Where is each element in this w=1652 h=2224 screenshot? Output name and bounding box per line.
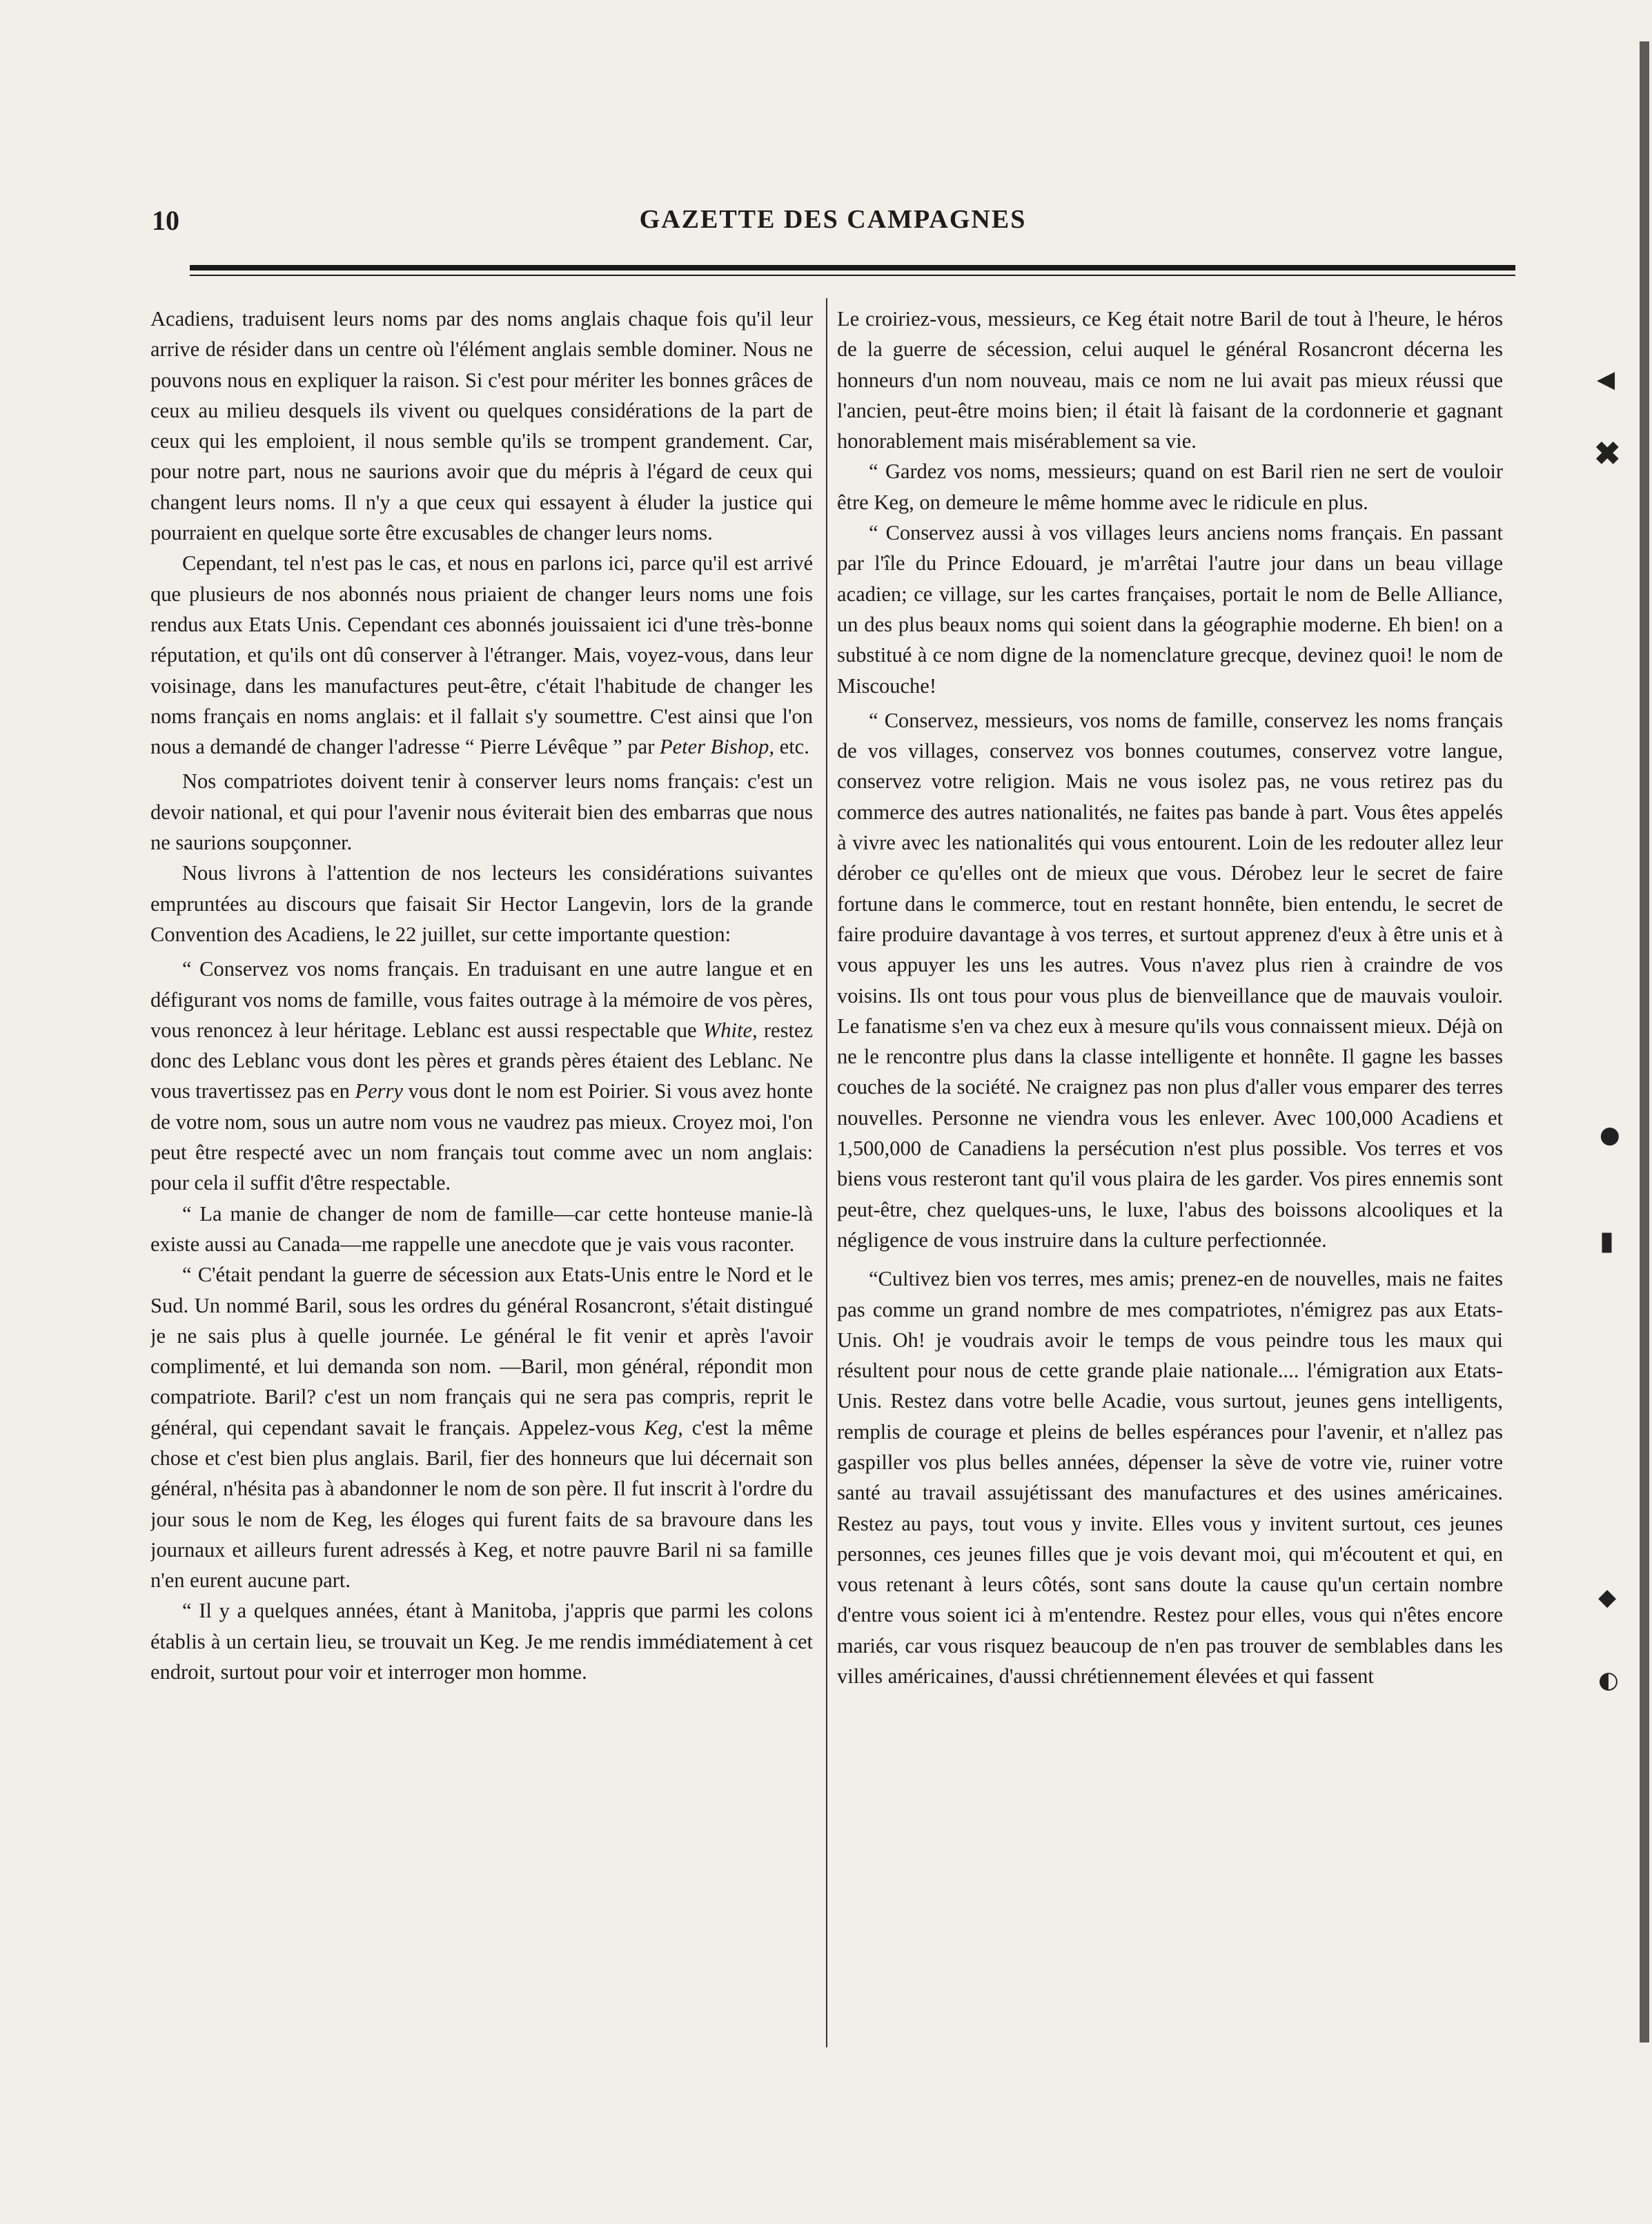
peter-bishop-name: Peter Bishop,	[660, 735, 775, 759]
paragraph: Nos compatriotes doivent tenir à conserver leurs noms français: c'est un devoir national, et qui pour l'avenir nous éviterait bien des embarras que nous ne saurions soupçonner.	[150, 769, 813, 855]
paragraph: Nous livrons à l'attention de nos lecteurs les considérations suivantes empruntées au discours que faisait Sir Hector Langevin, lors de la grande Convention des Acadiens, le 22 juillet, sur cette importante question:	[150, 861, 813, 946]
page-edge-shadow	[1640, 41, 1649, 2043]
paragraph: “ Il y a quelques années, étant à Manitoba, j'appris que parmi les colons établis à un certain lieu, se trouvait un Keg. Je me rendis immédiatement à cet endroit, surtout pour voir et interroger mon homme.	[150, 1599, 813, 1684]
margin-mark: ✖	[1594, 435, 1621, 472]
page-header	[146, 204, 1520, 246]
page-number: 10	[152, 205, 179, 236]
margin-mark: ◐	[1598, 1666, 1619, 1694]
right-column	[837, 304, 1503, 2056]
paragraph: Acadiens, traduisent leurs noms par des noms anglais chaque fois qu'il leur arrive de résider dans un centre où l'élément anglais semble dominer. Nous ne pouvons nous en expliquer la raison. Si c'est pour mériter les bonnes grâces de ceux au milieu desquels ils vivent ou quelques considérations de la part de ceux qui les emploient, il nous semble qu'ils se trompent grandement. Car, pour notre part, nous ne saurions avoir que du mépris à l'égard de ceux qui changent leurs noms. Il n'y a que ceux qui essayent à éluder la justice qui pourraient en quelque sorte être excusables de changer leurs noms.	[150, 307, 813, 545]
paragraph: “ Conservez aussi à vos villages leurs anciens noms français. En passant par l'île du Prince Edouard, je m'arrêtai l'autre jour dans un beau village acadien; ce village, sur les cartes françaises, portait le nom de Belle Alliance, un des plus beaux noms qui soient dans la géographie moderne. Eh bien! on a substitué à ce nom digne de la nomenclature grecque, devinez quoi! le nom de Miscouche!	[837, 521, 1503, 698]
left-column	[150, 304, 813, 2056]
page-title: GAZETTE DES CAMPAGNES	[639, 205, 1027, 234]
white-name: White,	[702, 1018, 758, 1042]
paragraph: “ La manie de changer de nom de famille—car cette honteuse manie-là existe aussi au Canada—me rappelle une anecdote que je vais vous raconter.	[150, 1201, 813, 1256]
header-rule-thin	[190, 275, 1515, 276]
margin-mark: ◆	[1598, 1584, 1617, 1611]
paragraph: “ Conservez vos noms français. En traduisant en une autre langue et en défigurant vos noms de famille, vous faites outrage à la mémoire de vos pères, vous renoncez à leur héritage. Leblanc est aussi respectable que White, restez donc des Leblanc vous dont les pères et grands pères étaient des Leblanc. Ne vous travertissez pas en Perry vous dont le nom est Poirier. Si vous avez honte de votre nom, sous un autre nom vous ne vaudrez pas mieux. Croyez moi, l'on peut être respecté avec un nom français tout comme avec un nom anglais: pour cela il suffit d'être respectable.	[150, 957, 813, 1195]
keg-name: Keg,	[644, 1415, 683, 1439]
paragraph: “ Conservez, messieurs, vos noms de famille, conservez les noms français de vos villages, conservez vos bonnes coutumes, conservez votre langue, conservez votre religion. Mais ne vous isolez pas, ne vous retirez pas du commerce des autres nationalités, ne faites pas bande à part. Vous êtes appelés à vivre avec les nationalités qui vous entourent. Loin de les redouter allez leur dérober ce qu'elles ont de mieux que vous. Dérobez leur le secret de faire fortune dans le commerce, tout en restant honnête, bien entendu, le secret de faire produire davantage à vos terres, et surtout apprenez d'eux à être unis et à vous appuyer les uns les autres. Vous n'avez plus rien à craindre de vos voisins. Ils ont tous pour vous plus de bienveillance que de mauvais vouloir. Le fanatisme s'en va chez eux à mesure qu'ils vous connaissent mieux. Déjà on ne le rencontre plus dans la classe intelligente et honnête. Il gagne les basses couches de la société. Ne craignez pas non plus d'aller vous emparer des terres nouvelles. Personne ne viendra vous les enlever. Avec 100,000 Acadiens et 1,500,000 de Canadiens la persécution n'est plus possible. Vos terres et vos biens vous resteront tant qu'il vous plaira de les garder. Vos pires ennemis sont peut-être, chez quelques-uns, le luxe, l'abus des boissons alcooliques et la négligence de vous instruire dans la culture perfectionnée.	[837, 708, 1503, 1252]
paragraph: “ C'était pendant la guerre de sécession aux Etats-Unis entre le Nord et le Sud. Un nommé Baril, sous les ordres du général Rosancront, s'était distingué je ne sais plus à quelle journée. Le général le fit venir et après l'avoir complimenté, et lui demanda son nom. —Baril, mon général, répondit mon compatriote. Baril? c'est un nom français qui ne sera pas compris, reprit le général, qui cependant savait le français. Appelez-vous Keg, c'est la même chose et c'est bien plus anglais. Baril, fier des honneurs que lui décernait son général, n'hésita pas à abandonner le nom de son père. Il fut inscrit à l'ordre du jour sous le nom de Keg, les éloges qui furent faits de sa bravoure dans les journaux et ailleurs furent adressés à Keg, et notre pauvre Baril ni sa famille n'en eurent aucune part.	[150, 1263, 813, 1593]
paragraph: “Cultivez bien vos terres, mes amis; prenez-en de nouvelles, mais ne faites pas comme un grand nombre de mes compatriotes, n'émigrez pas aux Etats-Unis. Oh! je voudrais avoir le temps de vous peindre tous les maux qui résultent pour nous de cette grande plaie nationale.... l'émigration aux Etats-Unis. Restez dans votre belle Acadie, vous surtout, jeunes gens intelligents, remplis de courage et pleins de belles espérances pour l'avenir, et n'allez pas gaspiller vos plus belles années, dépenser la sève de votre vie, ruiner votre santé au travail assujétissant des manufactures et des usines américaines. Restez au pays, tout vous y invite. Elles vous y invitent surtout, ces jeunes personnes, ces jeunes filles que je vois devant moi, qui m'écoutent et qui, en vous retenant à leurs côtés, sont sans doute la cause qu'un certain nombre d'entre vous soient ici à m'entendre. Restez pour elles, vous qui n'êtes encore mariés, car vous risquez beaucoup de n'en pas trouver de semblables dans les villes américaines, d'aussi chrétiennement élevées et qui fassent	[837, 1267, 1503, 1689]
header-rule-thick	[190, 265, 1515, 270]
column-divider	[826, 298, 827, 2047]
margin-mark: ◀	[1597, 366, 1615, 393]
paragraph: “ Gardez vos noms, messieurs; quand on est Baril rien ne sert de vouloir être Keg, on demeure le même homme avec le ridicule en plus.	[837, 460, 1503, 514]
margin-mark: ●	[1600, 1121, 1620, 1149]
paragraph: Cependant, tel n'est pas le cas, et nous en parlons ici, parce qu'il est arrivé que plusieurs de nos abonnés nous priaient de changer leurs noms une fois rendus aux Etats Unis. Cependant ces abonnés jouissaient ici d'une très-bonne réputation, et qu'ils ont dû conserver à l'étranger. Mais, voyez-vous, dans leur voisinage, dans les manufactures peut-être, c'était l'habitude de changer les noms français en noms anglais: et il fallait s'y soumettre. C'est ainsi que l'on nous a demandé de changer l'adresse “ Pierre Lévêque ” par Peter Bishop, etc.	[150, 551, 813, 759]
margin-mark: ▮	[1600, 1225, 1614, 1256]
margin-marks	[1594, 297, 1635, 2091]
perry-name: Perry	[355, 1079, 403, 1103]
paragraph: Le croiriez-vous, messieurs, ce Keg était notre Baril de tout à l'heure, le héros de la guerre de sécession, celui auquel le général Rosancront décerna les honneurs d'un nom nouveau, mais ce nom ne lui avait pas mieux réussi que l'ancien, peut-être moins bien; il était là faisant de la cordonnerie et gagnant honorablement mais misérablement sa vie.	[837, 307, 1503, 453]
